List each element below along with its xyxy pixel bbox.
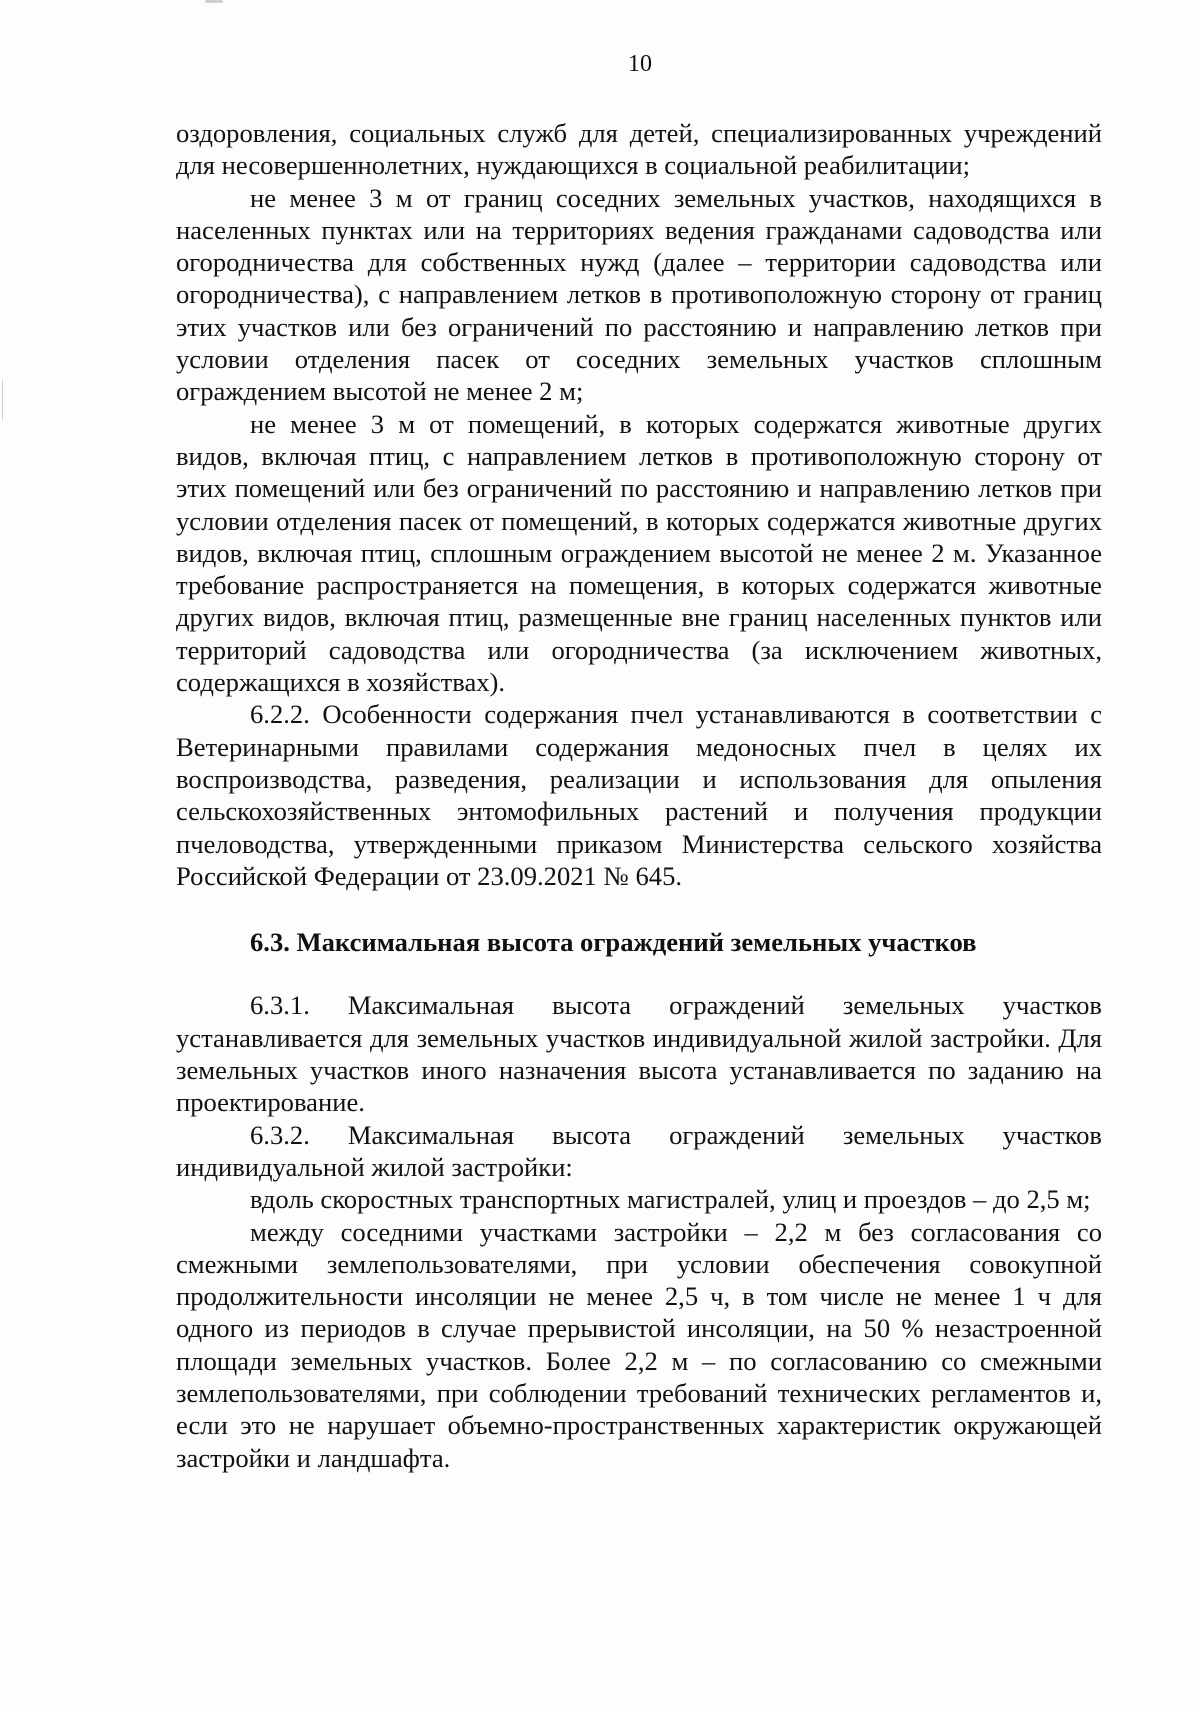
section-heading: 6.3. Максимальная высота ограждений земельных участков: [250, 927, 977, 958]
scan-artifact: [2, 380, 3, 420]
paragraph: 6.2.2. Особенности содержания пчел устанавливаются в соответствии с Ветеринарными правилами содержания медоносных пчел в целях их воспроизводства, разведения, реализации и использования для опыления сельскохозяйственных энтомофильных растений и получения продукции пчеловодства, утвержденными приказом Министерства сельского хозяйства Российской Федерации от 23.09.2021 № 645.: [176, 699, 1102, 891]
paragraph: 6.3.2. Максимальная высота ограждений земельных участков индивидуальной жилой застройки:: [176, 1119, 1102, 1182]
scan-artifact: [205, 0, 223, 3]
paragraph: 6.3.1. Максимальная высота ограждений земельных участков устанавливается для земельных участков индивидуальной жилой застройки. Для земельных участков иного назначения высота устанавливается по заданию на проектирование.: [176, 990, 1102, 1118]
paragraph: не менее 3 м от границ соседних земельных участков, находящихся в населенных пунктах или на территориях ведения гражданами садоводства или огородничества для собственных нужд (далее – территории садоводства или огородничества), с направлением летков в противоположную сторону от границ этих участков или без ограничений по расстоянию и направлению летков при условии отделения пасек от соседних земельных участков сплошным ограждением высотой не менее 2 м;: [176, 182, 1102, 407]
paragraph: оздоровления, социальных служб для детей, специализированных учреждений для несовершеннолетних, нуждающихся в социальной реабилитации;: [176, 118, 1102, 181]
paragraph: не менее 3 м от помещений, в которых содержатся животные других видов, включая птиц, с направлением летков в противоположную сторону от этих помещений или без ограничений по расстоянию и направлению летков при условии отделения пасек от помещений, в которых содержатся животные других видов, включая птиц, сплошным ограждением высотой не менее 2 м. Указанное требование распространяется на помещения, в которых содержатся животные других видов, включая птиц, размещенные вне границ населенных пунктов или территорий садоводства или огородничества (за исключением животных, содержащихся в хозяйствах).: [176, 408, 1102, 698]
document-body: [176, 117, 1102, 1474]
paragraph: вдоль скоростных транспортных магистралей, улиц и проездов – до 2,5 м;: [250, 1184, 1091, 1215]
page-number: 10: [628, 51, 652, 77]
paragraph: между соседними участками застройки – 2,2 м без согласования со смежными землепользователями, при условии обеспечения совокупной продолжительности инсоляции не менее 2,5 ч, в том числе не менее 1 ч для одного из периодов в случае прерывистой инсоляции, на 50 % незастроенной площади земельных участков. Более 2,2 м – по согласованию со смежными землепользователями, при соблюдении требований технических регламентов и, если это не нарушает объемно-пространственных характеристик окружающей застройки и ландшафта.: [176, 1216, 1102, 1473]
